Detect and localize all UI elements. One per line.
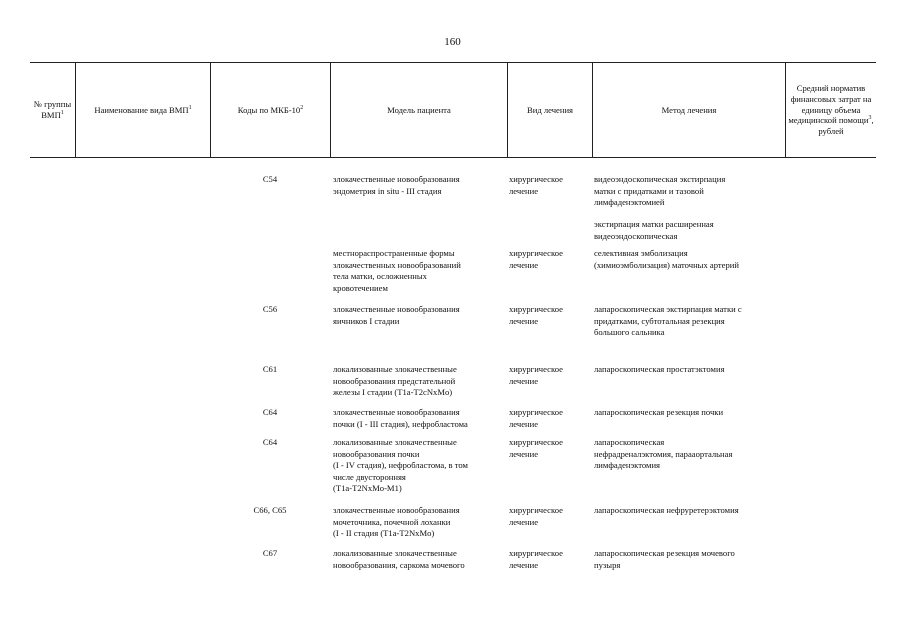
header-vmp-name: Наименование вида ВМП$^1$ [94, 104, 192, 115]
row-8-treatment: хирургическое лечение [509, 505, 563, 527]
row-8-method: лапароскопическая нефруретерэктомия [594, 505, 739, 515]
row-4-method: лапароскопическая экстирпация матки с придатками, субтотальная резекция большого сальника [594, 304, 742, 338]
row-4-code: C56 [262, 304, 278, 314]
row-6-model: злокачественные новообразования почки (I - III стадия), нефробластома [333, 407, 468, 429]
row-6-treatment: хирургическое лечение [509, 407, 563, 429]
row-1-treatment: хирургическое лечение [509, 174, 563, 196]
row-5-treatment: хирургическое лечение [509, 364, 563, 386]
row-7-code: C64 [262, 437, 278, 447]
row-3-treatment: хирургическое лечение [509, 248, 563, 270]
row-6-method: лапароскопическая резекция почки [594, 407, 724, 417]
row-9-model: локализованные злокачественные новообразования, саркома мочевого [333, 548, 465, 570]
row-1-model: злокачественные новообразования эндометрия in situ - III стадия [333, 174, 460, 196]
header-icd-codes: Коды по МКБ-$10^2$ [237, 104, 304, 115]
row-9-treatment: хирургическое лечение [509, 548, 563, 570]
row-5-model: локализованные злокачественные новообразования предстательной железы I стадии (T1a-T2cNxMo) [333, 364, 457, 398]
row-6-code: C64 [262, 407, 278, 417]
row-4-treatment: хирургическое лечение [509, 304, 563, 326]
row-8-code: C66, C65 [253, 505, 287, 515]
header-group-number: № группы ВМП$^1$ [33, 99, 72, 120]
row-5-code: C61 [262, 364, 278, 374]
header-average-cost: Средний норматив финансовых затрат на единицу объема медицинской помощи$^3$, рублей [788, 83, 874, 137]
row-7-model: локализованные злокачественные новообразования почки (I - IV стадия), нефробластома, в том числе двусторонняя (T1a-T2NxMo-M1) [333, 437, 468, 494]
row-3-method: селективная эмболизация (химиоэмболизация) маточных артерий [594, 248, 739, 270]
row-3-model: местнораспространенные формы злокачественных новообразований тела матки, осложненных кровотечением [333, 248, 461, 293]
row-2-method: экстирпация матки расширенная видеоэндоскопическая [594, 219, 714, 241]
header-patient-model: Модель пациента [387, 104, 451, 115]
page-number: 160 [444, 36, 461, 48]
row-7-treatment: хирургическое лечение [509, 437, 563, 459]
header-treatment-type: Вид лечения [526, 104, 574, 115]
row-9-method: лапароскопическая резекция мочевого пузыря [594, 548, 735, 570]
row-9-code: C67 [262, 548, 278, 558]
row-8-model: злокачественные новообразования мочеточника, почечной лоханки (I - II стадия (T1a-T2NxMo) [333, 505, 460, 539]
row-1-method: видеоэндоскопическая экстирпация матки с придатками и тазовой лимфаденэктомией [594, 174, 726, 208]
row-7-method: лапароскопическая нефрадреналэктомия, парааортальная лимфаденэктомия [594, 437, 733, 471]
row-4-model: злокачественные новообразования яичников I стадии [333, 304, 460, 326]
header-treatment-method: Метод лечения [661, 104, 717, 115]
row-5-method: лапароскопическая простатэктомия [594, 364, 725, 374]
table-header [30, 62, 876, 158]
row-1-code: C54 [262, 174, 278, 184]
